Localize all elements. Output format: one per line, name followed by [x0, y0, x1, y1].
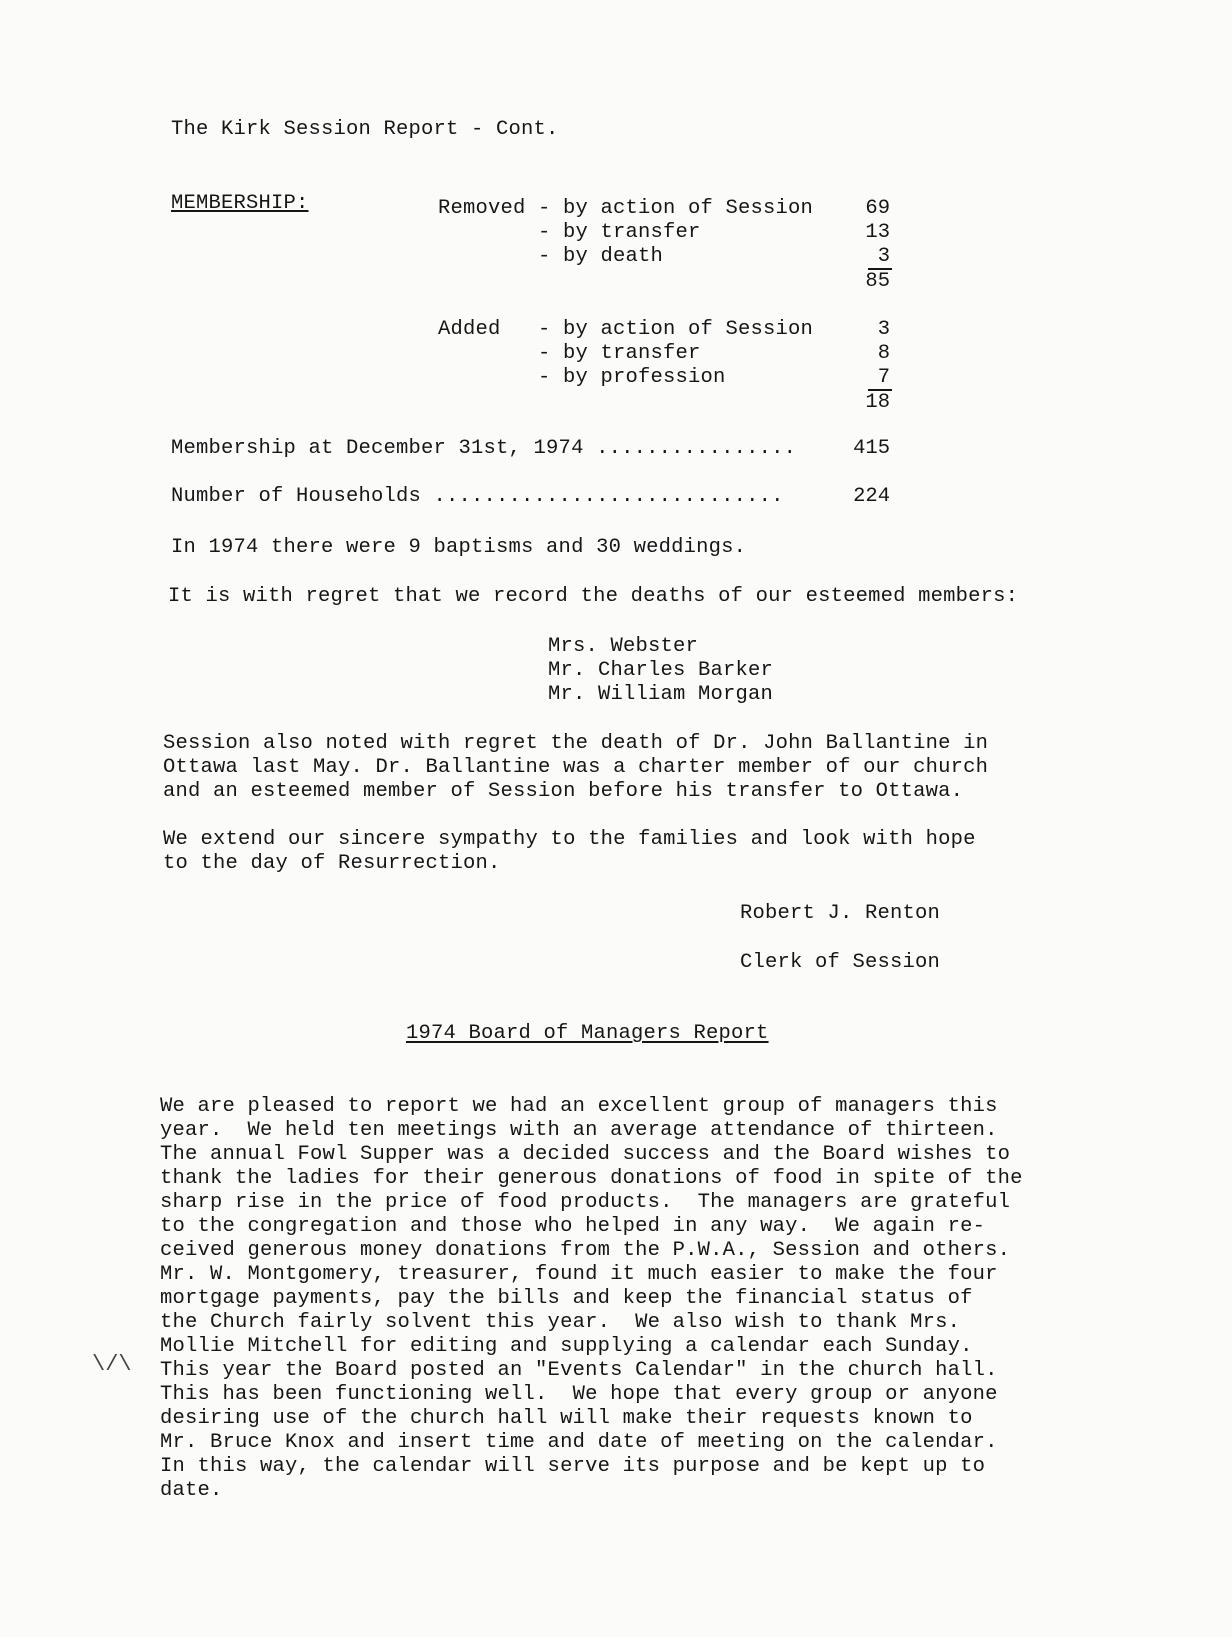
board-line-12: This year the Board posted an "Events Calendar" in the church hall. — [160, 1359, 998, 1382]
board-line-6: to the congregation and those who helped in any way. We again re- — [160, 1215, 986, 1238]
board-report-title: 1974 Board of Managers Report — [406, 1022, 769, 1045]
removed-row-death: - by death — [538, 245, 664, 268]
households-value: 224 — [853, 485, 890, 508]
continuation-title: The Kirk Session Report - Cont. — [171, 118, 559, 141]
board-line-11: Mollie Mitchell for editing and supplying a calendar each Sunday. — [160, 1335, 973, 1358]
board-line-7: ceived generous money donations from the P.W.A., Session and others. — [160, 1239, 1011, 1262]
membership-heading — [171, 192, 309, 216]
membership-total-line: Membership at December 31st, 1974 ................ — [171, 437, 797, 460]
board-line-13: This has been functioning well. We hope that every group or anyone — [160, 1383, 998, 1406]
board-line-5: sharp rise in the price of food products. The managers are grateful — [160, 1191, 1011, 1214]
signature-title: Clerk of Session — [740, 951, 941, 974]
deceased-1: Mrs. Webster — [548, 635, 699, 658]
removed-row-session: - by action of Session — [538, 197, 814, 220]
removed-value-transfer: 13 — [865, 221, 890, 244]
removed-row-transfer: - by transfer — [538, 221, 701, 244]
board-line-10: the Church fairly solvent this year. We also wish to thank Mrs. — [160, 1311, 961, 1334]
added-row-transfer: - by transfer — [538, 342, 701, 365]
board-line-8: Mr. W. Montgomery, treasurer, found it much easier to make the four — [160, 1263, 998, 1286]
session-note-2: Ottawa last May. Dr. Ballantine was a charter member of our church — [163, 756, 989, 779]
sympathy-2: to the day of Resurrection. — [163, 852, 501, 875]
sympathy-1: We extend our sincere sympathy to the families and look with hope — [163, 828, 976, 851]
deaths-intro: It is with regret that we record the deaths of our esteemed members: — [168, 585, 1019, 608]
signature-name: Robert J. Renton — [740, 902, 941, 925]
board-line-2: year. We held ten meetings with an average attendance of thirteen. — [160, 1119, 998, 1142]
board-line-4: thank the ladies for their generous donations of food in spite of the — [160, 1167, 1023, 1190]
membership-heading-text: MEMBERSHIP: — [171, 192, 309, 215]
session-note-3: and an esteemed member of Session before his transfer to Ottawa. — [163, 780, 964, 803]
removed-label: Removed — [438, 197, 526, 220]
added-row-session: - by action of Session — [538, 318, 814, 341]
session-note-1: Session also noted with regret the death of Dr. John Ballantine in — [163, 732, 989, 755]
board-line-15: Mr. Bruce Knox and insert time and date of meeting on the calendar. — [160, 1431, 998, 1454]
board-line-1: We are pleased to report we had an excellent group of managers this — [160, 1095, 998, 1118]
households-line: Number of Households ............................ — [171, 485, 784, 508]
membership-total-value: 415 — [853, 437, 890, 460]
added-value-transfer: 8 — [877, 342, 890, 365]
removed-total: 85 — [865, 270, 890, 293]
deceased-2: Mr. Charles Barker — [548, 659, 774, 682]
board-line-9: mortgage payments, pay the bills and keep the financial status of — [160, 1287, 973, 1310]
margin-mark: \/\ — [92, 1352, 132, 1377]
board-line-14: desiring use of the church hall will make their requests known to — [160, 1407, 973, 1430]
added-value-profession: 7 — [877, 366, 890, 389]
added-total: 18 — [865, 391, 890, 414]
added-value-session: 3 — [877, 318, 890, 341]
added-label: Added — [438, 318, 501, 341]
removed-value-session: 69 — [865, 197, 890, 220]
removed-value-death: 3 — [877, 245, 890, 268]
board-line-16: In this way, the calendar will serve its purpose and be kept up to — [160, 1455, 986, 1478]
board-line-17: date. — [160, 1479, 223, 1502]
added-row-profession: - by profession — [538, 366, 726, 389]
baptisms-line: In 1974 there were 9 baptisms and 30 weddings. — [171, 536, 747, 559]
board-line-3: The annual Fowl Supper was a decided success and the Board wishes to — [160, 1143, 1011, 1166]
deceased-3: Mr. William Morgan — [548, 683, 774, 706]
